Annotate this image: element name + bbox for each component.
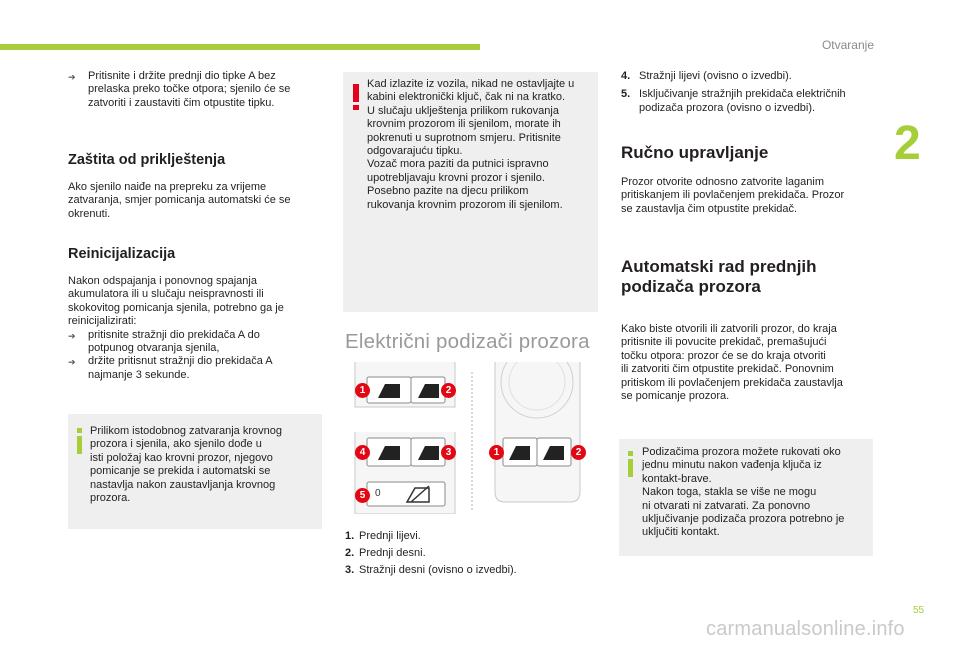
warning-line-2: kabini elektronički ključ, čak ni na kratko.: [367, 91, 566, 104]
badge-1-passenger-left: 1: [489, 445, 504, 460]
badge-2-front-right: 2: [441, 383, 456, 398]
chapter-number: 2: [894, 117, 921, 170]
bullet-arrow-icon: ➔: [68, 357, 76, 368]
warning-exclamation-icon: [353, 84, 359, 110]
page-number: 55: [913, 605, 925, 616]
auto-line-5: pritiskom ili povlačenjem prekidača zaustavlja: [621, 376, 843, 389]
anti-pinch-line-3: okrenuti.: [68, 207, 111, 220]
watermark: carmanualsonline.info: [706, 618, 905, 640]
window-list-right: [621, 70, 881, 115]
list-item-text-line-1: Isključivanje stražnjih prekidača električnih: [639, 88, 846, 101]
badge-2-passenger-right: 2: [571, 445, 586, 460]
list-item: [345, 545, 517, 562]
passenger-switch-panel: [495, 362, 580, 502]
anti-pinch-text: [68, 181, 330, 221]
reinit-text: [68, 275, 330, 382]
list-item-text: Prednji desni.: [359, 547, 426, 559]
list-item-num: 1.: [345, 530, 355, 542]
info-box-col3: [619, 439, 873, 556]
auto-text: [621, 323, 883, 403]
warning-line-4: krovnim prozorom ili sjenilom, morate ih: [367, 118, 561, 131]
info-col1-line-4: pomicanje se prekida i automatski se: [90, 465, 271, 478]
auto-line-4: ili zatvoriti čim otpustite prekidač. Ponovnim: [621, 363, 834, 376]
anti-pinch-line-1: Ako sjenilo naiđe na prepreku za vrijeme: [68, 181, 267, 193]
section-name: Otvaranje: [821, 38, 874, 52]
list-item: [345, 562, 517, 579]
bullet-arrow-icon: ➔: [68, 330, 76, 341]
reinit-bullet-2: [68, 355, 330, 382]
list-item-text: Prednji lijevi.: [359, 530, 421, 542]
warning-line-6: odgovarajuću tipku.: [367, 145, 463, 158]
driver-switch-panel: [355, 432, 455, 514]
anti-pinch-line-2: zatvaranja, smjer pomicanja automatski će se: [68, 194, 291, 207]
list-item-num: 4.: [621, 70, 631, 82]
intro-line-2: prelaska preko točke otpora; sjenilo će se: [88, 83, 291, 96]
warning-line-3: U slučaju uklještenja prilikom rukovanja: [367, 104, 559, 117]
manual-line-1: Prozor otvorite odnosno zatvorite laganim: [621, 176, 824, 188]
auto-heading-line-2: podizača prozora: [621, 277, 761, 296]
reinit-bullet-1-line-2: potpunog otvaranja sjenila,: [88, 342, 220, 355]
manual-line-3: se zaustavlja čim otpustite prekidač.: [621, 202, 798, 215]
anti-pinch-heading: Zaštita od priklještenja: [68, 152, 226, 168]
auto-line-3: točku otpora: prozor će se do kraja otvoriti: [621, 349, 826, 362]
list-item: [345, 528, 517, 545]
badge-4-rear-left: 4: [355, 445, 370, 460]
info-col1-line-1: Prilikom istodobnog zatvaranja krovnog: [90, 425, 282, 437]
info-icon: [628, 451, 633, 477]
header-accent-bar: [0, 44, 480, 50]
bullet-arrow-icon: ➔: [68, 72, 76, 82]
manual-heading: Ručno upravljanje: [621, 143, 769, 162]
reinit-line-3: skokovitog pomicanja sjenila, potrebno ga je: [68, 301, 284, 314]
intro-bullet: [68, 70, 328, 110]
reinit-bullet-2-line-1: držite pritisnut stražnji dio prekidača A: [88, 355, 273, 368]
list-item-text: Stražnji desni (ovisno o izvedbi).: [359, 564, 517, 576]
reinit-heading: Reinicijalizacija: [68, 246, 176, 262]
warning-box: [343, 72, 598, 312]
power-windows-title: Električni podizači prozora: [345, 330, 590, 353]
auto-heading: [621, 257, 817, 297]
reinit-line-2: akumulatora ili u slučaju neispravnosti ili: [68, 288, 264, 301]
info-col1-line-3: isti položaj kao krovni prozor, njegovo: [90, 451, 273, 464]
badge-5-rear-lock: 5: [355, 488, 370, 503]
info-col1-line-5: nastavlja nakon zaustavljanja krovnog: [90, 478, 276, 491]
info-col3-line-5: ni otvarati ni zatvarati. Za ponovno: [642, 499, 811, 512]
info-col3-line-2: jednu minutu nakon vađenja ključa iz: [642, 459, 822, 472]
warning-line-9: Posebno pazite na djecu prilikom: [367, 185, 529, 198]
manual-text: [621, 176, 881, 216]
warning-line-8: upotrebljavaju krovni prozor i sjenilo.: [367, 171, 545, 184]
intro-line-1: Pritisnite i držite prednji dio tipke A bez: [88, 70, 276, 82]
reinit-bullet-1-line-1: pritisnite stražnji dio prekidača A do: [88, 328, 260, 341]
info-col1-line-6: prozora.: [90, 492, 131, 505]
info-col3-line-7: uključiti kontakt.: [642, 526, 720, 539]
list-item-num: 2.: [345, 547, 355, 559]
list-item: [621, 88, 881, 115]
badge-1-front-left: 1: [355, 383, 370, 398]
info-icon: [77, 428, 82, 454]
info-col3-line-1: Podizačima prozora možete rukovati oko: [642, 446, 841, 458]
auto-heading-line-1: Automatski rad prednjih: [621, 257, 817, 276]
list-item-text-line-2: podizača prozora (ovisno o izvedbi).: [639, 101, 816, 114]
reinit-line-4: reinicijalizirati:: [68, 315, 137, 328]
warning-line-7: Vozač mora paziti da putnici ispravno: [367, 158, 549, 171]
intro-line-3: zatvoriti i zaustaviti čim otpustite tipku.: [88, 96, 275, 109]
manual-line-2: pritiskanjem ili povlačenjem prekidača. Prozor: [621, 189, 845, 202]
window-list-left: [345, 528, 517, 579]
auto-line-6: se pomicanje prozora.: [621, 390, 730, 403]
warning-line-10: rukovanja krovnim prozorom ili sjenilom.: [367, 198, 563, 211]
info-box-col1: [68, 414, 322, 529]
auto-line-1: Kako biste otvorili ili zatvorili prozor, do kraja: [621, 323, 837, 335]
reinit-line-1: Nakon odspajanja i ponovnog spajanja: [68, 275, 257, 287]
info-col3-line-6: uključivanje podizača prozora potrebno je: [642, 513, 845, 526]
info-col3-line-4: Nakon toga, stakla se više ne mogu: [642, 486, 817, 499]
switch-panels-drawing: [345, 362, 600, 514]
list-item-num: 5.: [621, 88, 631, 101]
list-item-num: 3.: [345, 564, 355, 576]
info-col3-line-3: kontakt-brave.: [642, 472, 712, 485]
warning-line-5: pokrenuti u suprotnom smjeru. Pritisnite: [367, 131, 561, 144]
reinit-bullet-2-line-2: najmanje 3 sekunde.: [88, 368, 190, 381]
lock-button-label: 0: [375, 488, 381, 499]
warning-line-1: Kad izlazite iz vozila, nikad ne ostavljajte u: [367, 78, 575, 90]
list-item: [621, 70, 881, 83]
list-item-text: Stražnji lijevi (ovisno o izvedbi).: [639, 70, 792, 82]
badge-3-rear-right: 3: [441, 445, 456, 460]
auto-line-2: pritisnite ili povucite prekidač, premašujući: [621, 336, 827, 349]
front-switch-panel: [355, 362, 455, 407]
info-col1-line-2: prozora i sjenila, ako sjenilo dođe u: [90, 438, 262, 451]
window-switch-illustration: [345, 362, 600, 514]
reinit-bullet-1: [68, 329, 330, 356]
